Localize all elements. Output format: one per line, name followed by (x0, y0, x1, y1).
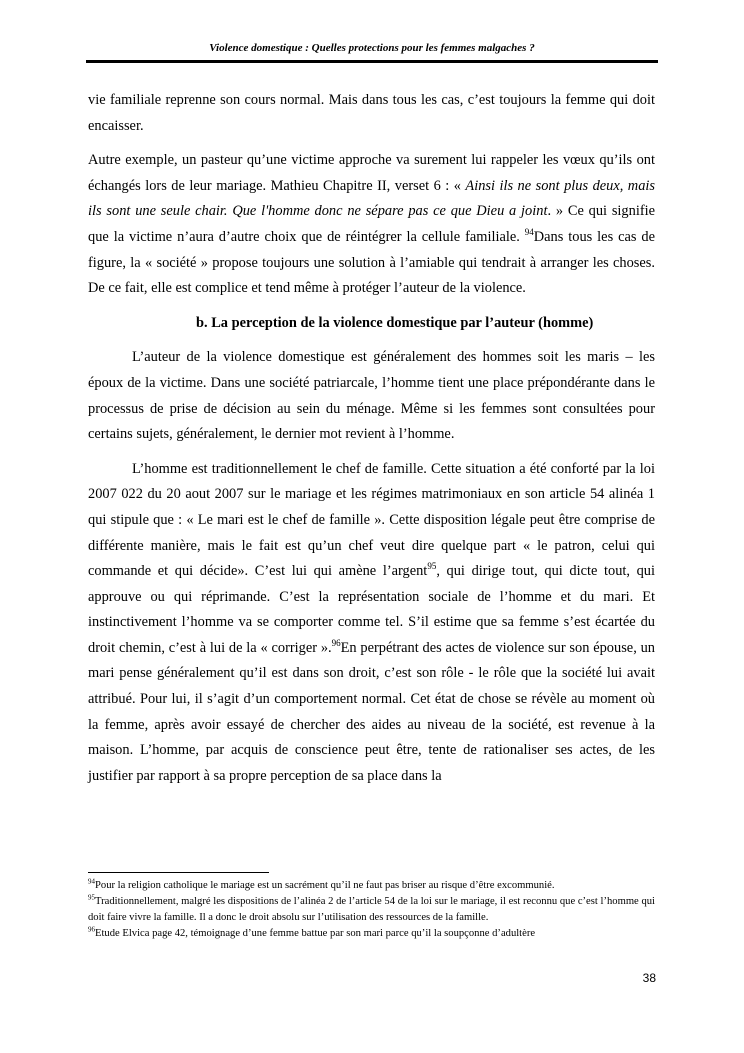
text-span: En perpétrant des actes de violence sur son épouse, un mari pense généralement qu’il est dans son droit, c’est son rôle - le rôle que la société lui avait attribué. Pour lui, il s’agit d’un comportement normal. Cet état de chose se révèle au moment où la femme, après avoir essayé de chercher des aides au niveau de la société, est revenue à la maison. L’homme, par acquis de conscience peut être, tente de rationaliser ses actes, de les justifier par rapport à sa propre perception de sa place dans la (88, 639, 655, 784)
header-rule (86, 60, 658, 63)
footnote-number: 94 (88, 877, 95, 886)
text-span: Dans tous les cas de figure, la « société » propose toujours une solution à l’amiable qui tendrait à arranger les choses. De ce fait, elle est complice et tend même à protéger l’auteur de la violence. (88, 228, 655, 297)
footnote-text: Etude Elvica page 42, témoignage d’une femme battue par son mari parce qu’il la soupçonne d’adultère (95, 928, 536, 939)
footnote-94 (88, 878, 655, 894)
section-subheading: b. La perception de la violence domestique par l’auteur (homme) (196, 314, 594, 331)
page-number: 38 (642, 971, 656, 985)
footnote-number: 96 (88, 925, 95, 934)
text-span: , qui dirige tout, qui dicte tout, qui approuve ou qui réprimande. C’est la représentation sociale de l’homme et du mari. Et instinctivement l’homme va se comporter comme tel. S’il estime que sa femme s’est écartée du droit chemin, c’est à lui de la « corriger ». (88, 563, 656, 656)
footnote-text: Pour la religion catholique le mariage est un sacrément qu’il ne faut pas briser au risque d’être excommunié. (95, 880, 555, 891)
footnote-95 (88, 894, 655, 926)
footnote-ref-96[interactable]: 96 (331, 638, 341, 649)
footnote-rule (88, 872, 269, 873)
bible-quote: Ainsi ils ne sont plus deux, mais ils sont une seule chair. Que l'homme donc ne sépare pas ce que Dieu a joint (88, 177, 655, 220)
footnote-ref-95[interactable]: 95 (427, 561, 437, 572)
paragraph-author-profile: L’auteur de la violence domestique est généralement des hommes soit les maris – les époux de la victime. Dans une société patriarcale, l’homme tient une place prépondérante dans le processus de prise de décision au sein du ménage. Même si les femmes sont consultées pour certains sujets, généralement, le dernier mot revient à l’homme. (88, 349, 655, 443)
paragraph-pastor-example (88, 148, 655, 302)
footnote-text: Traditionnellement, malgré les dispositions de l’alinéa 2 de l’article 54 de la loi sur le mariage, il est reconnu que c’est l’homme qui doit faire vivre la famille. Il a donc le droit absolu sur l’utilisation des ressources de la famille. (88, 896, 655, 923)
running-header: Violence domestique : Quelles protections pour les femmes malgaches ? (209, 42, 535, 54)
footnote-96 (88, 926, 655, 942)
paragraph-continuation: vie familiale reprenne son cours normal. Mais dans tous les cas, c’est toujours la femme qui doit encaisser. (88, 92, 655, 134)
text-span: Autre exemple, un pasteur qu’une victime approche va surement lui rappeler les vœux qu’ils ont échangés lors de leur mariage. Mathieu Chapitre II, verset 6 : « (88, 152, 655, 194)
footnote-number: 95 (88, 893, 95, 902)
text-span: L’homme est traditionnellement le chef de famille. Cette situation a été conforté par la loi 2007 022 du 20 aout 2007 sur le mariage et les régimes matrimoniaux en son article 54 alinéa 1 qui stipule que : « Le mari est le chef de famille ». Cette disposition légale peut être comprise de différente manière, mais le fait est qu’un chef veut dire quelque part « le patron, celui qui commande et qui décide». C’est lui qui amène l’argent (88, 460, 655, 580)
footnote-ref-94[interactable]: 94 (524, 227, 534, 238)
footnotes (88, 878, 655, 942)
paragraph-head-of-family (88, 457, 655, 790)
main-body (88, 88, 655, 798)
text-span: . » Ce qui signifie que la victime n’aura d’autre choix que de réintégrer la cellule familiale. (88, 203, 655, 245)
